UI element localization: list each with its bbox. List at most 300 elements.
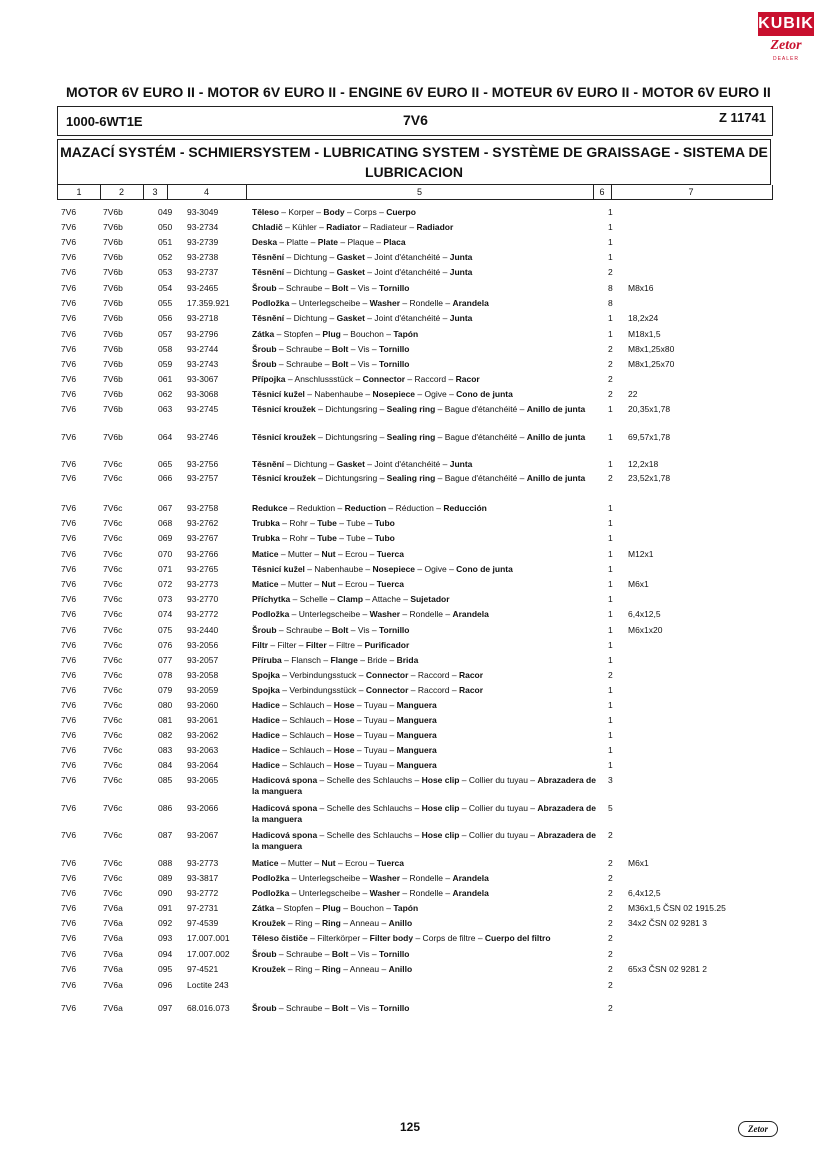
cell-group: 7V6c xyxy=(103,655,123,665)
description-cz: Podložka xyxy=(252,888,290,898)
description-cz: Šroub xyxy=(252,283,277,293)
footer-logo: Zetor xyxy=(738,1121,778,1137)
description-es: Tornillo xyxy=(378,283,410,293)
cell-quantity: 2 xyxy=(608,389,613,399)
cell-note: M18x1,5 xyxy=(628,329,661,339)
cell-part-number: 17.007.002 xyxy=(187,949,230,959)
page-number: 125 xyxy=(400,1120,421,1134)
description-rest2: – Joint d'étanchéité – xyxy=(364,267,450,277)
description-cz: Hadice xyxy=(252,745,280,755)
cell-group: 7V6c xyxy=(103,533,123,543)
cell-quantity: 1 xyxy=(608,503,613,513)
cell-group: 7V6a xyxy=(103,1003,123,1013)
cell-quantity: 1 xyxy=(608,313,613,323)
cell-quantity: 1 xyxy=(608,625,613,635)
cell-quantity: 1 xyxy=(608,207,613,217)
description-es: Manguera xyxy=(396,730,437,740)
description-en: Sealing ring xyxy=(386,473,436,483)
cell-description xyxy=(252,313,597,324)
description-en: Washer xyxy=(369,609,401,619)
cell-quantity: 1 xyxy=(608,533,613,543)
cell-quantity: 2 xyxy=(608,933,613,943)
description-rest2: – Bague d'étanchéité – xyxy=(435,432,527,442)
description-rest: – Schraube – xyxy=(276,625,332,635)
cell-quantity: 1 xyxy=(608,640,613,650)
cell-note: 23,52x1,78 xyxy=(628,473,671,483)
cell-note: 34x2 ČSN 02 9281 3 xyxy=(628,918,707,928)
description-rest: – Schraube – xyxy=(276,359,332,369)
cell-group: 7V6c xyxy=(103,625,123,635)
description-es: Anillo xyxy=(388,964,413,974)
cell-description xyxy=(252,594,597,605)
cell-part-number: 93-2718 xyxy=(187,313,219,323)
description-cz: Hadicová spona xyxy=(252,830,318,840)
description-cz: Šroub xyxy=(252,949,277,959)
description-en: Nosepiece xyxy=(372,389,416,399)
description-es: Tornillo xyxy=(378,1003,410,1013)
cell-part-number: 97-4521 xyxy=(187,964,219,974)
cell-part-number: 93-2770 xyxy=(187,594,219,604)
description-rest2: – Vis – xyxy=(348,344,379,354)
description-cz: Těsnicí kužel xyxy=(252,564,305,574)
description-en: Bolt xyxy=(331,283,349,293)
logo-brand: KUBIK xyxy=(758,12,814,36)
cell-description xyxy=(252,298,597,309)
cell-series: 7V6 xyxy=(61,888,77,898)
cell-position: 074 xyxy=(158,609,173,619)
cell-group: 7V6a xyxy=(103,933,123,943)
description-cz: Příruba xyxy=(252,655,282,665)
description-rest: – Unterlegscheibe – xyxy=(289,298,370,308)
description-cz: Hadice xyxy=(252,715,280,725)
description-en: Connector xyxy=(365,670,409,680)
cell-series: 7V6 xyxy=(61,473,77,483)
cell-quantity: 2 xyxy=(608,473,613,483)
cell-group: 7V6c xyxy=(103,760,123,770)
cell-series: 7V6 xyxy=(61,655,77,665)
description-cz: Těsnicí kroužek xyxy=(252,432,316,442)
cell-description xyxy=(252,640,597,651)
description-rest: – Nabenhaube – xyxy=(304,564,373,574)
description-es: Anillo de junta xyxy=(526,404,586,414)
cell-group: 7V6a xyxy=(103,903,123,913)
description-cz: Matice xyxy=(252,549,279,559)
description-cz: Hadice xyxy=(252,730,280,740)
cell-group: 7V6c xyxy=(103,715,123,725)
cell-description xyxy=(252,670,597,681)
cell-part-number: 97-4539 xyxy=(187,918,219,928)
description-es: Abrazadera de la manguera xyxy=(252,803,596,824)
cell-series: 7V6 xyxy=(61,389,77,399)
description-rest: – Schraube – xyxy=(276,1003,332,1013)
cell-part-number: 93-2066 xyxy=(187,803,219,813)
description-rest2: – Ogive – xyxy=(415,564,457,574)
cell-part-number: 93-2734 xyxy=(187,222,219,232)
description-rest2: – Raccord – xyxy=(408,670,459,680)
description-es: Anillo de junta xyxy=(526,432,586,442)
cell-group: 7V6c xyxy=(103,549,123,559)
description-rest: – Korper – xyxy=(278,207,324,217)
cell-series: 7V6 xyxy=(61,640,77,650)
cell-group: 7V6c xyxy=(103,775,123,785)
id-mid: 7V6 xyxy=(403,112,428,128)
cell-description xyxy=(252,473,597,484)
cell-group: 7V6b xyxy=(103,207,123,217)
description-rest2: – Vis – xyxy=(348,949,379,959)
description-es: Abrazadera de la manguera xyxy=(252,830,596,851)
cell-position: 081 xyxy=(158,715,173,725)
cell-position: 093 xyxy=(158,933,173,943)
description-en: Connector xyxy=(365,685,409,695)
col-1: 1 xyxy=(58,185,101,199)
description-en: Sealing ring xyxy=(386,404,436,414)
cell-note: 69,57x1,78 xyxy=(628,432,671,442)
description-en: Reduction xyxy=(344,503,387,513)
description-rest: – Unterlegscheibe – xyxy=(289,888,370,898)
description-cz: Těsnicí kroužek xyxy=(252,473,316,483)
cell-position: 059 xyxy=(158,359,173,369)
description-rest2: – Rondelle – xyxy=(400,298,453,308)
description-rest2: – Radiateur – xyxy=(360,222,417,232)
description-rest: – Dichtung – xyxy=(284,459,337,469)
cell-description xyxy=(252,775,597,797)
cell-description xyxy=(252,933,597,944)
description-en: Nosepiece xyxy=(372,564,416,574)
cell-series: 7V6 xyxy=(61,685,77,695)
description-cz: Deska xyxy=(252,237,278,247)
cell-position: 067 xyxy=(158,503,173,513)
description-cz: Šroub xyxy=(252,1003,277,1013)
description-rest2: – Vis – xyxy=(348,625,379,635)
cell-description xyxy=(252,964,597,975)
description-es: Cono de junta xyxy=(456,389,513,399)
cell-position: 077 xyxy=(158,655,173,665)
cell-position: 070 xyxy=(158,549,173,559)
cell-position: 051 xyxy=(158,237,173,247)
description-rest: – Schlauch – xyxy=(279,745,334,755)
description-rest2: – Tuyau – xyxy=(354,760,397,770)
cell-series: 7V6 xyxy=(61,1003,77,1013)
description-es: Junta xyxy=(449,267,473,277)
description-cz: Podložka xyxy=(252,298,290,308)
cell-note: 18,2x24 xyxy=(628,313,659,323)
cell-quantity: 1 xyxy=(608,594,613,604)
cell-series: 7V6 xyxy=(61,252,77,262)
cell-part-number: 93-2440 xyxy=(187,625,219,635)
cell-note: M8x16 xyxy=(628,283,654,293)
cell-quantity: 2 xyxy=(608,964,613,974)
cell-description xyxy=(252,1003,597,1014)
cell-part-number: 93-2059 xyxy=(187,685,219,695)
description-en: Bolt xyxy=(331,344,349,354)
cell-series: 7V6 xyxy=(61,267,77,277)
description-cz: Zátka xyxy=(252,903,275,913)
description-es: Manguera xyxy=(396,760,437,770)
description-en: Hose xyxy=(333,760,355,770)
cell-group: 7V6c xyxy=(103,830,123,840)
description-rest: – Schelle des Schlauchs – xyxy=(317,803,422,813)
description-es: Manguera xyxy=(396,700,437,710)
cell-series: 7V6 xyxy=(61,533,77,543)
cell-group: 7V6c xyxy=(103,670,123,680)
cell-series: 7V6 xyxy=(61,313,77,323)
cell-group: 7V6b xyxy=(103,389,123,399)
cell-series: 7V6 xyxy=(61,594,77,604)
cell-position: 092 xyxy=(158,918,173,928)
description-es: Racor xyxy=(455,374,480,384)
cell-part-number: 93-2772 xyxy=(187,888,219,898)
cell-description xyxy=(252,404,597,415)
description-en: Hose clip xyxy=(421,775,460,785)
cell-series: 7V6 xyxy=(61,404,77,414)
description-rest: – Schraube – xyxy=(276,344,332,354)
cell-series: 7V6 xyxy=(61,980,77,990)
description-en: Hose clip xyxy=(421,803,460,813)
description-en: Tube xyxy=(317,533,337,543)
description-es: Junta xyxy=(449,252,473,262)
cell-position: 096 xyxy=(158,980,173,990)
cell-quantity: 1 xyxy=(608,745,613,755)
cell-description xyxy=(252,888,597,899)
description-cz: Kroužek xyxy=(252,918,286,928)
description-en: Filter xyxy=(305,640,327,650)
cell-description xyxy=(252,918,597,929)
description-rest2: – Anneau – xyxy=(340,964,389,974)
description-es: Tubo xyxy=(374,518,395,528)
cell-note: M6x1 xyxy=(628,858,649,868)
description-cz: Filtr xyxy=(252,640,269,650)
description-rest2: – Corps de filtre – xyxy=(413,933,485,943)
description-es: Tornillo xyxy=(378,359,410,369)
col-3: 3 xyxy=(143,185,168,199)
description-rest2: – Collier du tuyau – xyxy=(459,803,538,813)
cell-description xyxy=(252,903,597,914)
description-rest2: – Collier du tuyau – xyxy=(459,775,538,785)
cell-quantity: 1 xyxy=(608,700,613,710)
cell-description xyxy=(252,655,597,666)
cell-position: 050 xyxy=(158,222,173,232)
description-es: Tubo xyxy=(374,533,395,543)
description-cz: Zátka xyxy=(252,329,275,339)
description-es: Arandela xyxy=(452,298,489,308)
cell-description xyxy=(252,803,597,825)
description-es: Cono de junta xyxy=(456,564,513,574)
cell-part-number: 93-2772 xyxy=(187,609,219,619)
description-cz: Podložka xyxy=(252,873,290,883)
cell-quantity: 2 xyxy=(608,873,613,883)
cell-quantity: 1 xyxy=(608,252,613,262)
cell-group: 7V6c xyxy=(103,873,123,883)
description-es: Tuerca xyxy=(376,579,404,589)
description-rest: – Schlauch – xyxy=(279,730,334,740)
cell-note: M8x1,25x70 xyxy=(628,359,675,369)
cell-part-number: 93-2062 xyxy=(187,730,219,740)
cell-series: 7V6 xyxy=(61,237,77,247)
cell-position: 089 xyxy=(158,873,173,883)
cell-position: 083 xyxy=(158,745,173,755)
description-es: Junta xyxy=(449,313,473,323)
description-rest: – Schelle – xyxy=(290,594,338,604)
description-es: Tornillo xyxy=(378,344,410,354)
cell-part-number: 93-3817 xyxy=(187,873,219,883)
cell-series: 7V6 xyxy=(61,579,77,589)
description-cz: Těleso čističe xyxy=(252,933,308,943)
cell-note: M8x1,25x80 xyxy=(628,344,675,354)
cell-quantity: 2 xyxy=(608,1003,613,1013)
description-cz: Spojka xyxy=(252,670,280,680)
cell-position: 068 xyxy=(158,518,173,528)
cell-description xyxy=(252,564,597,575)
description-rest2: – Ogive – xyxy=(415,389,457,399)
description-rest: – Schraube – xyxy=(276,283,332,293)
cell-series: 7V6 xyxy=(61,374,77,384)
description-rest2: – Ecrou – xyxy=(335,549,377,559)
description-en: Gasket xyxy=(336,459,365,469)
cell-description xyxy=(252,237,597,248)
description-es: Cuerpo xyxy=(386,207,416,217)
cell-description xyxy=(252,503,597,514)
col-5: 5 xyxy=(246,185,594,199)
cell-position: 052 xyxy=(158,252,173,262)
description-rest2: – Joint d'étanchéité – xyxy=(364,313,450,323)
description-rest2: – Tuyau – xyxy=(354,745,397,755)
cell-position: 056 xyxy=(158,313,173,323)
cell-position: 072 xyxy=(158,579,173,589)
cell-group: 7V6c xyxy=(103,685,123,695)
description-rest: – Dichtung – xyxy=(284,313,337,323)
cell-description xyxy=(252,625,597,636)
description-rest2: – Bague d'étanchéité – xyxy=(435,473,527,483)
description-rest: – Dichtung – xyxy=(284,267,337,277)
description-rest2: – Corps – xyxy=(344,207,387,217)
description-en: Hose xyxy=(333,715,355,725)
description-cz: Těsnění xyxy=(252,459,285,469)
cell-group: 7V6b xyxy=(103,432,123,442)
cell-group: 7V6c xyxy=(103,640,123,650)
cell-note: 22 xyxy=(628,389,638,399)
cell-description xyxy=(252,459,597,470)
cell-group: 7V6c xyxy=(103,594,123,604)
cell-series: 7V6 xyxy=(61,329,77,339)
cell-description xyxy=(252,858,597,869)
description-es: Brida xyxy=(396,655,419,665)
description-es: Racor xyxy=(458,670,484,680)
description-es: Tuerca xyxy=(376,858,404,868)
cell-group: 7V6b xyxy=(103,404,123,414)
cell-series: 7V6 xyxy=(61,715,77,725)
description-es: Tornillo xyxy=(378,949,410,959)
description-cz: Chladič xyxy=(252,222,283,232)
description-cz: Spojka xyxy=(252,685,280,695)
description-cz: Trubka xyxy=(252,533,280,543)
cell-group: 7V6c xyxy=(103,564,123,574)
description-rest: – Schelle des Schlauchs – xyxy=(317,830,422,840)
id-code: 1000-6WT1E xyxy=(66,114,143,129)
cell-group: 7V6c xyxy=(103,858,123,868)
cell-position: 076 xyxy=(158,640,173,650)
description-es: Junta xyxy=(449,459,473,469)
cell-quantity: 1 xyxy=(608,237,613,247)
col-4: 4 xyxy=(167,185,247,199)
cell-description xyxy=(252,609,597,620)
description-en: Gasket xyxy=(336,313,365,323)
cell-quantity: 5 xyxy=(608,803,613,813)
cell-note: 12,2x18 xyxy=(628,459,659,469)
cell-series: 7V6 xyxy=(61,933,77,943)
description-rest2: – Collier du tuyau – xyxy=(459,830,538,840)
description-en: Hose xyxy=(333,700,355,710)
description-en: Hose xyxy=(333,745,355,755)
description-en: Radiator xyxy=(326,222,361,232)
description-rest2: – Tuyau – xyxy=(354,715,397,725)
cell-series: 7V6 xyxy=(61,518,77,528)
cell-part-number: 93-2745 xyxy=(187,404,219,414)
cell-part-number: 93-2758 xyxy=(187,503,219,513)
description-en: Flange xyxy=(330,655,358,665)
cell-description xyxy=(252,685,597,696)
cell-note: M36x1,5 ČSN 02 1915.25 xyxy=(628,903,726,913)
description-cz: Šroub xyxy=(252,625,277,635)
cell-part-number: 93-2743 xyxy=(187,359,219,369)
description-cz: Přípojka xyxy=(252,374,286,384)
cell-description xyxy=(252,207,597,218)
description-cz: Redukce xyxy=(252,503,288,513)
cell-group: 7V6c xyxy=(103,473,123,483)
description-cz: Kroužek xyxy=(252,964,286,974)
cell-group: 7V6b xyxy=(103,252,123,262)
cell-series: 7V6 xyxy=(61,344,77,354)
cell-part-number: 93-2061 xyxy=(187,715,219,725)
description-cz: Šroub xyxy=(252,359,277,369)
cell-position: 079 xyxy=(158,685,173,695)
cell-note: 6,4x12,5 xyxy=(628,609,661,619)
description-cz: Hadice xyxy=(252,700,280,710)
description-rest2: – Bouchon – xyxy=(340,329,394,339)
description-es: Abrazadera de la manguera xyxy=(252,775,596,796)
cell-description xyxy=(252,374,597,385)
cell-quantity: 1 xyxy=(608,432,613,442)
cell-series: 7V6 xyxy=(61,564,77,574)
cell-position: 062 xyxy=(158,389,173,399)
description-en: Sealing ring xyxy=(386,432,436,442)
description-rest2: – Réduction – xyxy=(386,503,444,513)
cell-quantity: 1 xyxy=(608,685,613,695)
cell-group: 7V6c xyxy=(103,745,123,755)
description-es: Reducción xyxy=(443,503,487,513)
cell-position: 055 xyxy=(158,298,173,308)
cell-description xyxy=(252,359,597,370)
cell-note: 6,4x12,5 xyxy=(628,888,661,898)
cell-series: 7V6 xyxy=(61,549,77,559)
logo-dealer: DEALER xyxy=(772,56,799,62)
cell-series: 7V6 xyxy=(61,609,77,619)
cell-part-number: 93-2762 xyxy=(187,518,219,528)
description-cz: Hadice xyxy=(252,760,280,770)
description-en: Plug xyxy=(322,903,341,913)
cell-position: 097 xyxy=(158,1003,173,1013)
cell-part-number: 93-2756 xyxy=(187,459,219,469)
cell-part-number: 93-2056 xyxy=(187,640,219,650)
description-cz: Matice xyxy=(252,579,279,589)
description-en: Ring xyxy=(321,964,341,974)
description-rest: – Filter – xyxy=(268,640,306,650)
cell-description xyxy=(252,760,597,771)
description-rest2: – Joint d'étanchéité – xyxy=(364,252,450,262)
cell-position: 082 xyxy=(158,730,173,740)
cell-part-number: 93-2065 xyxy=(187,775,219,785)
description-rest2: – Plaque – xyxy=(338,237,384,247)
description-rest2: – Tube – xyxy=(336,518,375,528)
